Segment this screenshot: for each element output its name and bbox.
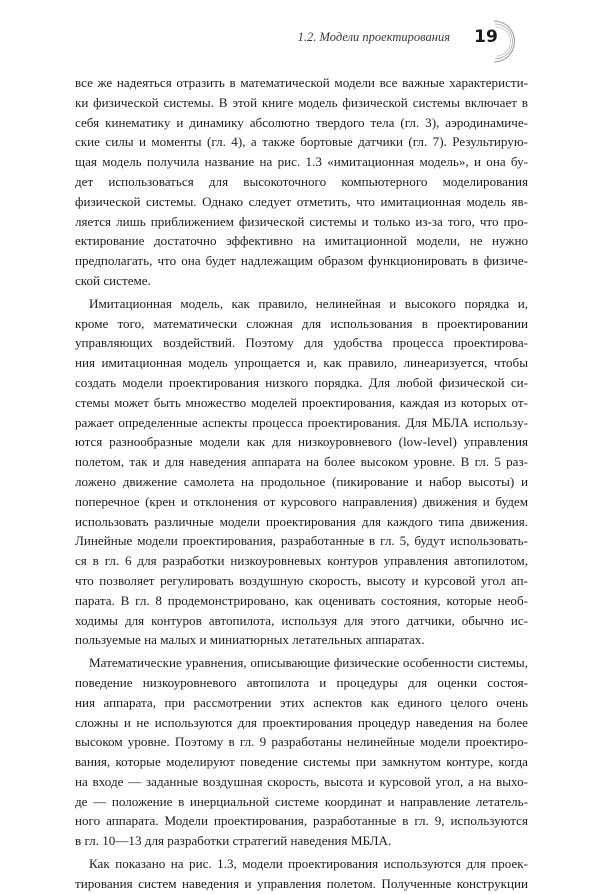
text-line: ектирование достаточно эффективно на имитационной модели, не нужно [75,233,528,249]
paragraph-2 [75,294,528,650]
text-line: полетом, так и для наведения аппарата на более высоком уровне. В гл. 5 раз- [75,454,528,470]
text-line: пользуемые на малых и миниатюрных летательных аппаратах. [75,632,425,648]
paragraph-1 [75,73,528,291]
text-line: использовать различные модели проектирования для каждого типа движения. [75,513,528,529]
body-text [75,73,528,894]
text-line: высоком уровне. Поэтому в гл. 9 разработаны нелинейные модели проектиро- [75,734,528,750]
paragraph-4 [75,854,528,894]
text-line: себя кинематику и динамику абсолютно твердого тела (гл. 3), аэродинамиче- [75,114,528,130]
text-line: ются разнообразные модели как для низкоуровневого (low-level) управления [75,434,528,450]
text-line: Математические уравнения, описывающие физические особенности системы, [89,655,528,671]
text-line: что позволяет регулировать воздушную скорость, высоту и курсовой угол ап- [75,572,528,588]
page-number: 19 [474,27,498,47]
text-line: кроме того, математически сложная для использования в проектировании [75,315,528,331]
text-line: парата. В гл. 8 продемонстрировано, как оценивать состояния, которые необ- [75,592,528,608]
text-line: все же надеяться отразить в математической модели все важные характеристи- [75,75,528,90]
text-line: в гл. 10—13 для разработки стратегий наведения МБЛА. [75,833,392,849]
text-line: создать модели проектирования низкого порядка. Для любой физической си- [75,374,528,390]
text-line: ляется лишь приближением физической системы и только из-за того, что про- [75,213,528,229]
text-line: Как показано на рис. 1.3, модели проектирования используются для проек- [89,856,528,872]
text-line: вания, которые моделируют поведение системы при замкнутом контуре, когда [75,754,528,770]
text-line: ложено движение самолета на продольное (пикирование и набор высоты) и [75,473,528,489]
text-line: ки физической системы. В этой книге модель физической системы включает в [75,94,528,110]
text-line: управляющих воздействий. Поэтому для удобства процесса проектирова- [75,335,528,351]
text-line: на входе — заданные воздушная скорость, высота и курсовой угол, а на выхо- [75,773,528,789]
text-line: поведение низкоуровневого автопилота и процедуры для оценки состоя- [75,674,528,690]
text-line: сложны и не используются для проектирования процедур наведения на более [75,714,528,730]
text-line: де — положение в инерциальной системе координат и направление летатель- [75,793,528,809]
page-number-badge [468,18,516,66]
running-title: 1.2. Модели проектирования [297,30,450,44]
text-line: поперечное (крен и отклонения от курсового направления) движения и будем [75,493,528,509]
text-line: ния аппарата, при рассмотрении этих аспектов как единого целого очень [75,694,528,710]
text-line: ходимы для контуров автопилота, используя для этого датчики, обычно ис- [75,612,528,628]
text-line: ся в гл. 6 для разработки низкоуровневых контуров управления автопилотом, [75,553,528,569]
text-line: ражает определенные аспекты процесса проектирования. Для МБЛА использу- [75,414,528,430]
text-line: предполагать, что она будет надлежащим образом функционировать в физиче- [75,253,528,269]
text-line: ские силы и моменты (гл. 4), а также бортовые датчики (гл. 7). Результирую- [75,134,528,150]
text-line: щая модель получила название на рис. 1.3 «имитационная модель», и она бу- [75,154,528,170]
text-line: ской системе. [75,272,151,288]
text-line: ного аппарата. Модели проектирования, разработанные в гл. 9, используются [75,813,528,829]
text-line: дет использоваться для высокоточного компьютерного моделирования [75,173,528,189]
text-line: Линейные модели проектирования, разработанные в гл. 5, будут использовать- [75,533,528,549]
text-line: тирования систем наведения и управления полетом. Полученные конструкции [75,875,528,891]
text-line: ния имитационная модель упрощается и, как правило, линеаризуется, чтобы [75,355,528,371]
text-line: Имитационная модель, как правило, нелинейная и высокого порядка и, [89,295,528,311]
text-line: стемы может быть множество моделей проектирования, каждая из которых от- [75,394,528,410]
paragraph-3 [75,653,528,851]
text-line: физической системы. Однако следует отметить, что имитационная модель яв- [75,193,528,209]
